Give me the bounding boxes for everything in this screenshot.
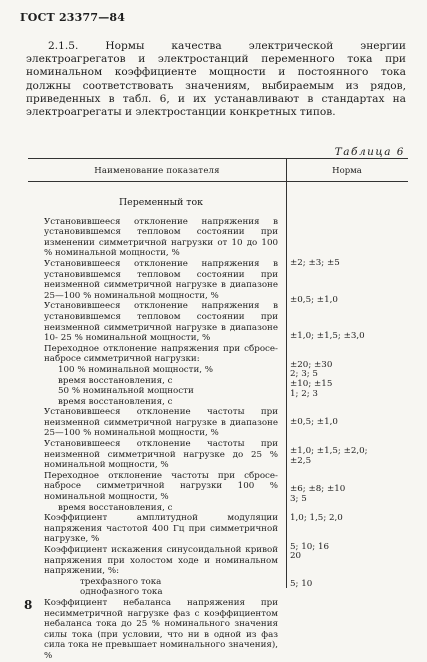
table-row: время восстановления, с (58, 375, 173, 386)
norm-value: 2; 3; 5 (290, 369, 318, 379)
table-row: Установившееся отклонение напряжения в установившемся тепловом состоянии при неизменной симметричной нагрузке в диапазоне 10- 25 % номинальной мощности, % (44, 301, 278, 344)
norm-value: ±6; ±8; ±10 (290, 484, 346, 494)
norm-value: ±2,5 (290, 456, 312, 466)
column-header-norm: Норма (332, 166, 362, 176)
norm-value: ±2; ±3; ±5 (290, 258, 340, 268)
table-row: трехфазного тока (80, 576, 162, 587)
table-row: Коэффициент искажения синусоидальной кривой напряжения при холостом ходе и номинальном напряжении, %: (44, 545, 278, 577)
norm-value: 1; 2; 3 (290, 389, 318, 399)
table-row: Установившееся отклонение частоты при неизменной симметричной нагрузке до 25 % номинальной мощности, % (44, 439, 278, 471)
table-row: время восстановления, с (58, 502, 173, 513)
table-body-names (44, 198, 278, 662)
norm-value: 1,0; 1,5; 2,0 (290, 513, 343, 523)
table-caption: Таблица 6 (334, 146, 405, 158)
norm-value: ±20; ±30 (290, 360, 333, 370)
table-row: 50 % номинальной мощности (58, 386, 194, 397)
table-row: Коэффициент небаланса напряжения при несимметричной нагрузке фаз с коэффициентом небаланса тока до 25 % номинального значения силы тока (при условии, что ни в одной из фаз сила тока не превышает номинального значения), % (44, 597, 278, 661)
table-row: Установившееся отклонение напряжения в установившемся тепловом состоянии при изменении симметричной нагрузки от 10 до 100 % номинальной мощности, % (44, 216, 278, 259)
table-row: 100 % номинальной мощности, % (58, 364, 214, 375)
table-header-rule (28, 181, 408, 182)
table-row: Переходное отклонение частоты при сбросе-набросе симметричной нагрузки 100 % номинальной мощности, % (44, 470, 278, 503)
norm-value: 5; 10 (290, 579, 313, 589)
page-number: 8 (24, 598, 33, 612)
norm-value: ±0,5; ±1,0 (290, 295, 338, 305)
section-title: Переменный ток (119, 197, 203, 208)
norm-value: 20 (290, 551, 302, 561)
intro-paragraph (26, 40, 406, 119)
table-row: Переходное отклонение напряжения при сбросе-набросе симметричной нагрузки: (44, 343, 278, 365)
table-top-rule (28, 158, 408, 159)
norm-value: ±1,0; ±1,5; ±3,0 (290, 331, 365, 341)
column-header-name: Наименование показателя (94, 166, 220, 176)
table-row: Коэффициент амплитудной модуляции напряжения частотой 400 Гц при симметричной нагрузке, % (44, 513, 278, 545)
table-row: Установившееся отклонение напряжения в установившемся тепловом состоянии при неизменной симметричной нагрузке в диапазоне 25—100 % номинальной мощности, % (44, 258, 278, 301)
intro-text: 2.1.5. Нормы качества электрической энергии электроагрегатов и электростанций переменного тока при номинальном коэффициенте мощности и постоянного тока должны соответствовать значениям, выбираемым из рядов, приведенных в табл. 6, и их устанавливают в стандартах на электроагрегаты и электростанции конкретных типов. (26, 40, 406, 119)
table-row: однофазного тока (80, 587, 163, 598)
norm-value: ±0,5; ±1,0 (290, 417, 338, 427)
norm-value: 3; 5 (290, 494, 307, 504)
table-row: Установившееся отклонение частоты при неизменной симметричной нагрузке в диапазоне 25—100 % номинальной мощности, % (44, 407, 278, 439)
table-row: время восстановления, с (58, 396, 173, 407)
document-header: ГОСТ 23377—84 (20, 11, 126, 24)
norm-value: ±1,0; ±1,5; ±2,0; (290, 446, 368, 456)
norm-value: ±10; ±15 (290, 379, 333, 389)
indicator-rows (44, 217, 278, 662)
norm-value: 5; 10; 16 (290, 542, 330, 552)
table-column-divider (286, 158, 287, 588)
